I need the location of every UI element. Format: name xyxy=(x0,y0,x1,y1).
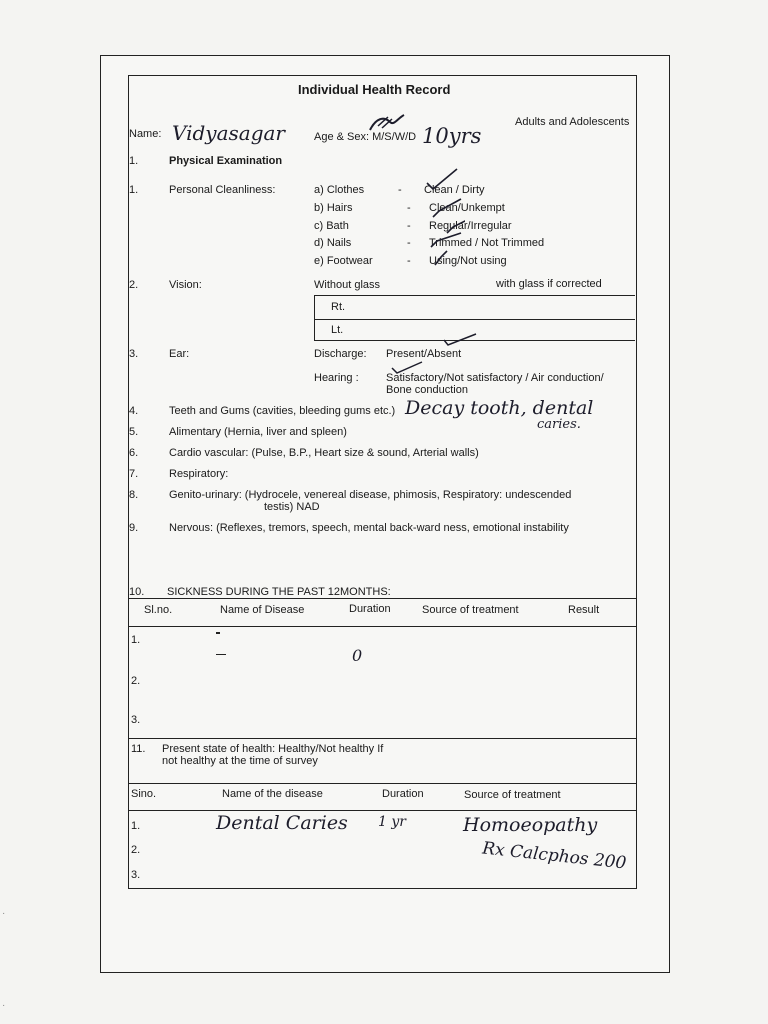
present-col-duration: Duration xyxy=(382,788,424,800)
footwear-options: Using/Not using xyxy=(429,255,507,267)
satisfactory-check xyxy=(390,359,426,375)
hairs-options: Clean/Unkempt xyxy=(429,202,505,214)
absent-check xyxy=(440,332,480,348)
respiratory-label: Respiratory: xyxy=(169,468,229,480)
ear-label: Ear: xyxy=(169,348,190,360)
sickness-col-result: Result xyxy=(568,604,600,616)
bath-options: Regular/Irregular xyxy=(429,220,512,232)
vision-rt: Rt. xyxy=(331,301,346,313)
hearing-options-cont: Bone conduction xyxy=(386,384,468,396)
sickness-row-2: 2. xyxy=(131,675,141,687)
discharge-options: Present/Absent xyxy=(386,348,462,360)
vision-with-glass: with glass if corrected xyxy=(496,278,602,290)
cardio-label: Cardio vascular: (Pulse, B.P., Heart size & sound, Arterial walls) xyxy=(169,447,479,459)
clothes-label: a) Clothes xyxy=(314,184,365,196)
vision-rule-left xyxy=(314,295,315,340)
alimentary-num: 5. xyxy=(129,426,139,438)
vision-rule-mid xyxy=(314,319,635,320)
present-duration: 1 yr xyxy=(378,814,406,830)
present-label: Present state of health: Healthy/Not healthy If xyxy=(162,743,384,755)
margin-dot-2: · xyxy=(2,1000,6,1011)
vision-lt: Lt. xyxy=(331,324,344,336)
nervous-num: 9. xyxy=(129,522,139,534)
vision-num: 2. xyxy=(129,279,139,291)
vision-label: Vision: xyxy=(169,279,202,291)
nails-options: Trimmed / Not Trimmed xyxy=(429,237,545,249)
bath-label: c) Bath xyxy=(314,220,349,232)
sickness-row-1: 1. xyxy=(131,634,141,646)
present-source: Homoeopathy xyxy=(463,814,598,836)
stray-mark-2 xyxy=(216,654,226,655)
discharge-label: Discharge: xyxy=(314,348,367,360)
present-col-source: Source of treatment xyxy=(464,789,561,801)
genito-label-cont: testis) NAD xyxy=(264,501,320,513)
nails-label: d) Nails xyxy=(314,237,352,249)
form-subtitle: Adults and Adolescents xyxy=(515,116,630,128)
present-disease: Dental Caries xyxy=(216,812,348,834)
vision-without-glass: Without glass xyxy=(314,279,381,291)
teeth-num: 4. xyxy=(129,405,139,417)
nails-dash: - xyxy=(407,237,411,249)
present-row-3: 3. xyxy=(131,869,141,881)
present-row-2: 2. xyxy=(131,844,141,856)
scribble-mark xyxy=(368,112,408,134)
sickness-col-disease: Name of Disease xyxy=(220,604,305,616)
present-col-sino: Sino. xyxy=(131,788,157,800)
name-label: Name: xyxy=(129,128,162,140)
teeth-finding-cont: caries. xyxy=(537,417,581,432)
cleanliness-label: Personal Cleanliness: xyxy=(169,184,276,196)
sickness-cols-rule xyxy=(128,626,636,627)
margin-dot: · xyxy=(2,908,6,919)
hairs-dash: - xyxy=(407,202,411,214)
sickness-mark: 0 xyxy=(352,646,363,665)
prescription: Rx Calcphos 200 xyxy=(481,838,628,874)
sickness-col-source: Source of treatment xyxy=(422,604,519,616)
clothes-dash: - xyxy=(398,184,402,196)
age-value: 10yrs xyxy=(422,124,482,148)
present-num: 11. xyxy=(131,743,146,755)
cardio-num: 6. xyxy=(129,447,139,459)
respiratory-num: 7. xyxy=(129,468,139,480)
footwear-label: e) Footwear xyxy=(314,255,373,267)
page-title: Individual Health Record xyxy=(298,82,451,97)
genito-num: 8. xyxy=(129,489,139,501)
clothes-options: Clean / Dirty xyxy=(424,184,485,196)
teeth-finding: Decay tooth, dental xyxy=(405,397,594,419)
teeth-label: Teeth and Gums (cavities, bleeding gums etc.) xyxy=(169,405,396,417)
footwear-dash: - xyxy=(407,255,411,267)
sickness-row-3: 3. xyxy=(131,714,141,726)
sickness-header-rule xyxy=(128,598,636,599)
present-header-rule xyxy=(128,783,636,784)
genito-label: Genito-urinary: (Hydrocele, venereal disease, phimosis, Respiratory: undescended xyxy=(169,489,572,501)
cleanliness-num: 1. xyxy=(129,184,139,196)
present-cols-rule xyxy=(128,810,636,811)
alimentary-label: Alimentary (Hernia, liver and spleen) xyxy=(169,426,347,438)
present-row-1: 1. xyxy=(131,820,141,832)
sickness-num: 10. xyxy=(129,586,145,598)
present-label-cont: not healthy at the time of survey xyxy=(162,755,318,767)
physical-exam-heading: Physical Examination xyxy=(169,155,283,167)
sickness-col-duration: Duration xyxy=(349,603,391,615)
age-sex-label: Age & Sex: M/S/W/D xyxy=(314,131,417,143)
sickness-col-slno: Sl.no. xyxy=(144,604,173,616)
vision-rule-top xyxy=(314,295,635,296)
nervous-label: Nervous: (Reflexes, tremors, speech, mental back-ward ness, emotional instability xyxy=(169,522,569,534)
hairs-label: b) Hairs xyxy=(314,202,353,214)
bath-dash: - xyxy=(407,220,411,232)
present-col-disease: Name of the disease xyxy=(222,788,323,800)
hearing-label: Hearing : xyxy=(314,372,359,384)
sickness-heading: SICKNESS DURING THE PAST 12MONTHS: xyxy=(167,586,391,598)
name-value: Vidyasagar xyxy=(172,121,285,145)
present-top-rule xyxy=(128,738,636,739)
ear-num: 3. xyxy=(129,348,139,360)
stray-mark-1 xyxy=(216,632,220,634)
section-1-num: 1. xyxy=(129,155,139,167)
hearing-options: Satisfactory/Not satisfactory / Air conduction/ xyxy=(386,372,604,384)
